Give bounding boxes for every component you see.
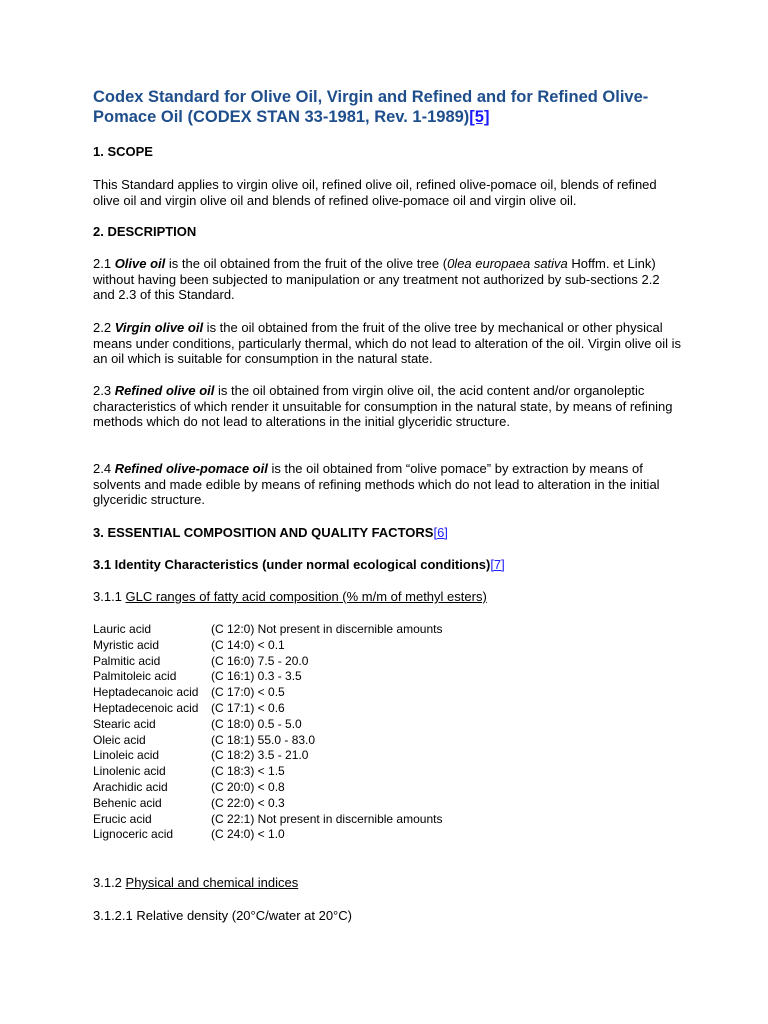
composition-heading: 3. ESSENTIAL COMPOSITION AND QUALITY FACTORS[6] [93, 525, 448, 540]
table-row [93, 812, 442, 828]
acid-range: (C 16:0) 7.5 - 20.0 [211, 653, 309, 668]
acid-name: Heptadecenoic acid [93, 700, 199, 715]
identity-footnote-link[interactable]: [7] [490, 557, 505, 572]
description-2-4: 2.4 Refined olive-pomace oil is the oil obtained from “olive pomace” by extraction by means of solvents and made edible by means of refining methods which do not lead to alteration in the initial glyceridic structure. [93, 461, 660, 508]
acid-range: (C 18:3) < 1.5 [211, 764, 285, 779]
scope-text: This Standard applies to virgin olive oil, refined olive oil, refined olive-pomace oil, blends of refined olive oil and virgin olive oil and blends of refined olive-pomace oil and virgin olive oil. [93, 177, 657, 208]
table-row [93, 717, 442, 733]
acid-range: (C 12:0) Not present in discernible amounts [211, 622, 443, 636]
table-row [93, 638, 442, 654]
acid-range: (C 14:0) < 0.1 [211, 637, 285, 652]
table-row [93, 622, 442, 638]
acid-name: Lauric acid [93, 622, 152, 636]
acid-range: (C 22:1) Not present in discernible amounts [211, 811, 443, 826]
glc-subheading: 3.1.1 GLC ranges of fatty acid composition (% m/m of methyl esters) [93, 589, 487, 604]
table-row [93, 733, 442, 749]
table-row [93, 669, 442, 685]
table-row [93, 748, 442, 764]
description-2-1: 2.1 Olive oil is the oil obtained from the fruit of the olive tree (0lea europaea sativa Hoffm. et Link) without having been subjected to manipulation or any treatment not authorized by sub-sections 2.2 and 2.3 of this Standard. [93, 256, 660, 303]
acid-name: Heptadecanoic acid [93, 685, 199, 700]
description-2-2: 2.2 Virgin olive oil is the oil obtained from the fruit of the olive tree by mechanical or other physical means under conditions, particularly thermal, which do not lead to alteration of the oil. Virgin olive oil is an oil which is suitable for consumption in the natural state. [93, 320, 681, 367]
acid-name: Linoleic acid [93, 748, 160, 763]
acid-name: Palmitoleic acid [93, 669, 177, 684]
acid-name: Myristic acid [93, 637, 160, 652]
relative-density: 3.1.2.1 Relative density (20°C/water at 20°C) [93, 908, 352, 923]
composition-footnote-link[interactable]: [6] [433, 525, 448, 540]
table-row [93, 827, 442, 843]
acid-name: Oleic acid [93, 732, 146, 747]
acid-name: Linolenic acid [93, 764, 166, 779]
description-2-3: 2.3 Refined olive oil is the oil obtained from virgin olive oil, the acid content and/or organoleptic characteristics of which render it unsuitable for consumption in the natural state, by means of refining methods which do not lead to alterations in the initial glyceridic structure. [93, 383, 673, 430]
acid-name: Stearic acid [93, 716, 156, 731]
acid-range: (C 18:0) 0.5 - 5.0 [211, 716, 302, 731]
acid-range: (C 22:0) < 0.3 [211, 795, 285, 810]
document-title: Codex Standard for Olive Oil, Virgin and Refined and for Refined Olive-Pomace Oil (CODEX STAN 33-1981, Rev. 1-1989)[5] [93, 88, 649, 126]
indices-subheading: 3.1.2 Physical and chemical indices [93, 875, 299, 890]
acid-name: Erucic acid [93, 811, 152, 826]
description-heading: 2. DESCRIPTION [93, 224, 197, 239]
scope-heading: 1. SCOPE [93, 144, 153, 159]
fatty-acid-table [93, 622, 442, 843]
table-row [93, 796, 442, 812]
acid-name: Palmitic acid [93, 653, 161, 668]
acid-range: (C 18:2) 3.5 - 21.0 [211, 748, 309, 763]
table-row [93, 685, 442, 701]
acid-range: (C 16:1) 0.3 - 3.5 [211, 669, 302, 684]
table-row [93, 780, 442, 796]
title-footnote-link[interactable]: [5] [469, 108, 490, 126]
table-row [93, 764, 442, 780]
table-row [93, 654, 442, 670]
identity-heading: 3.1 Identity Characteristics (under normal ecological conditions)[7] [93, 557, 505, 572]
table-row [93, 701, 442, 717]
acid-name: Lignoceric acid [93, 827, 174, 842]
acid-range: (C 24:0) < 1.0 [211, 827, 285, 842]
acid-name: Behenic acid [93, 795, 162, 810]
acid-range: (C 17:1) < 0.6 [211, 700, 285, 715]
acid-name: Arachidic acid [93, 779, 168, 794]
acid-range: (C 20:0) < 0.8 [211, 779, 285, 794]
acid-range: (C 17:0) < 0.5 [211, 685, 285, 700]
acid-range: (C 18:1) 55.0 - 83.0 [211, 732, 316, 747]
